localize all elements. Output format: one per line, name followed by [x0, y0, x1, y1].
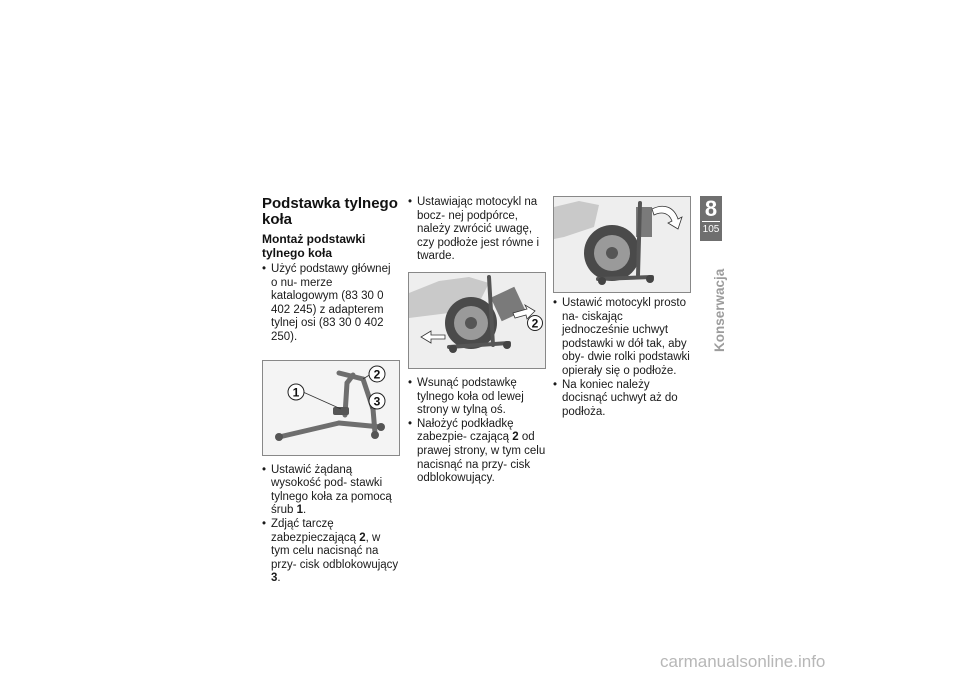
- section-subtitle: Montaż podstawki tylnego koła: [262, 232, 366, 260]
- section-title: Podstawka tylnego koła: [262, 195, 398, 228]
- stand-insert-illustration: [409, 273, 545, 368]
- watermark: carmanualsonline.info: [660, 652, 826, 671]
- list-item: • Nałożyć podkładkę zabezpie- czającą 2 od prawej strony, w tym celu nacisnąć na przy- cisk odblokowujący.: [408, 418, 548, 486]
- figure-stand-insert: [408, 272, 546, 369]
- callout-2: 2: [531, 316, 539, 331]
- list-item: • Ustawić motocykl prosto na- ciskając jednocześnie uchwyt podstawki w dół tak, aby oby- dwie rolki podstawki opierały się o podłoże.: [553, 297, 693, 379]
- stand-lift-illustration: [554, 197, 690, 292]
- list-item: • Zdjąć tarczę zabezpieczającą 2, w tym celu nacisnąć na przy- cisk odblokowujący 3.: [262, 518, 400, 586]
- chapter-tab: [700, 196, 722, 241]
- list-item: • Użyć podstawy głównej o nu- merze katalogowym (83 30 0 402 245) z adapterem tylnej osi (83 30 0 402 250).: [262, 263, 400, 345]
- callout-3: 3: [373, 394, 381, 409]
- callout-2: 2: [373, 367, 381, 382]
- instruction-list-1: [262, 263, 400, 345]
- instruction-list-3: [408, 196, 548, 264]
- list-item: • Ustawić żądaną wysokość pod- stawki tylnego koła za pomocą śrub 1.: [262, 464, 400, 518]
- chapter-title: Konserwacja: [712, 268, 727, 352]
- stand-base-illustration: [263, 361, 399, 455]
- list-item: • Ustawiając motocykl na bocz- nej podpórce, należy zwrócić uwagę, czy podłoże jest równe i twarde.: [408, 196, 548, 264]
- callout-1: 1: [292, 385, 300, 400]
- column-1: [262, 196, 400, 586]
- chapter-number: 8: [704, 196, 718, 221]
- figure-stand-base: [262, 360, 400, 456]
- list-item: • Na koniec należy docisnąć uchwyt aż do podłoża.: [553, 379, 693, 420]
- instruction-list-4: [408, 377, 548, 486]
- tab-divider: [702, 221, 720, 222]
- page-number: 105: [702, 224, 720, 235]
- figure-stand-lift: [553, 196, 691, 293]
- column-2: [408, 196, 548, 486]
- column-3: [553, 196, 693, 419]
- instruction-list-5: [553, 297, 693, 419]
- instruction-list-2: [262, 464, 400, 586]
- list-item: • Wsunąć podstawkę tylnego koła od lewej strony w tylną oś.: [408, 377, 548, 418]
